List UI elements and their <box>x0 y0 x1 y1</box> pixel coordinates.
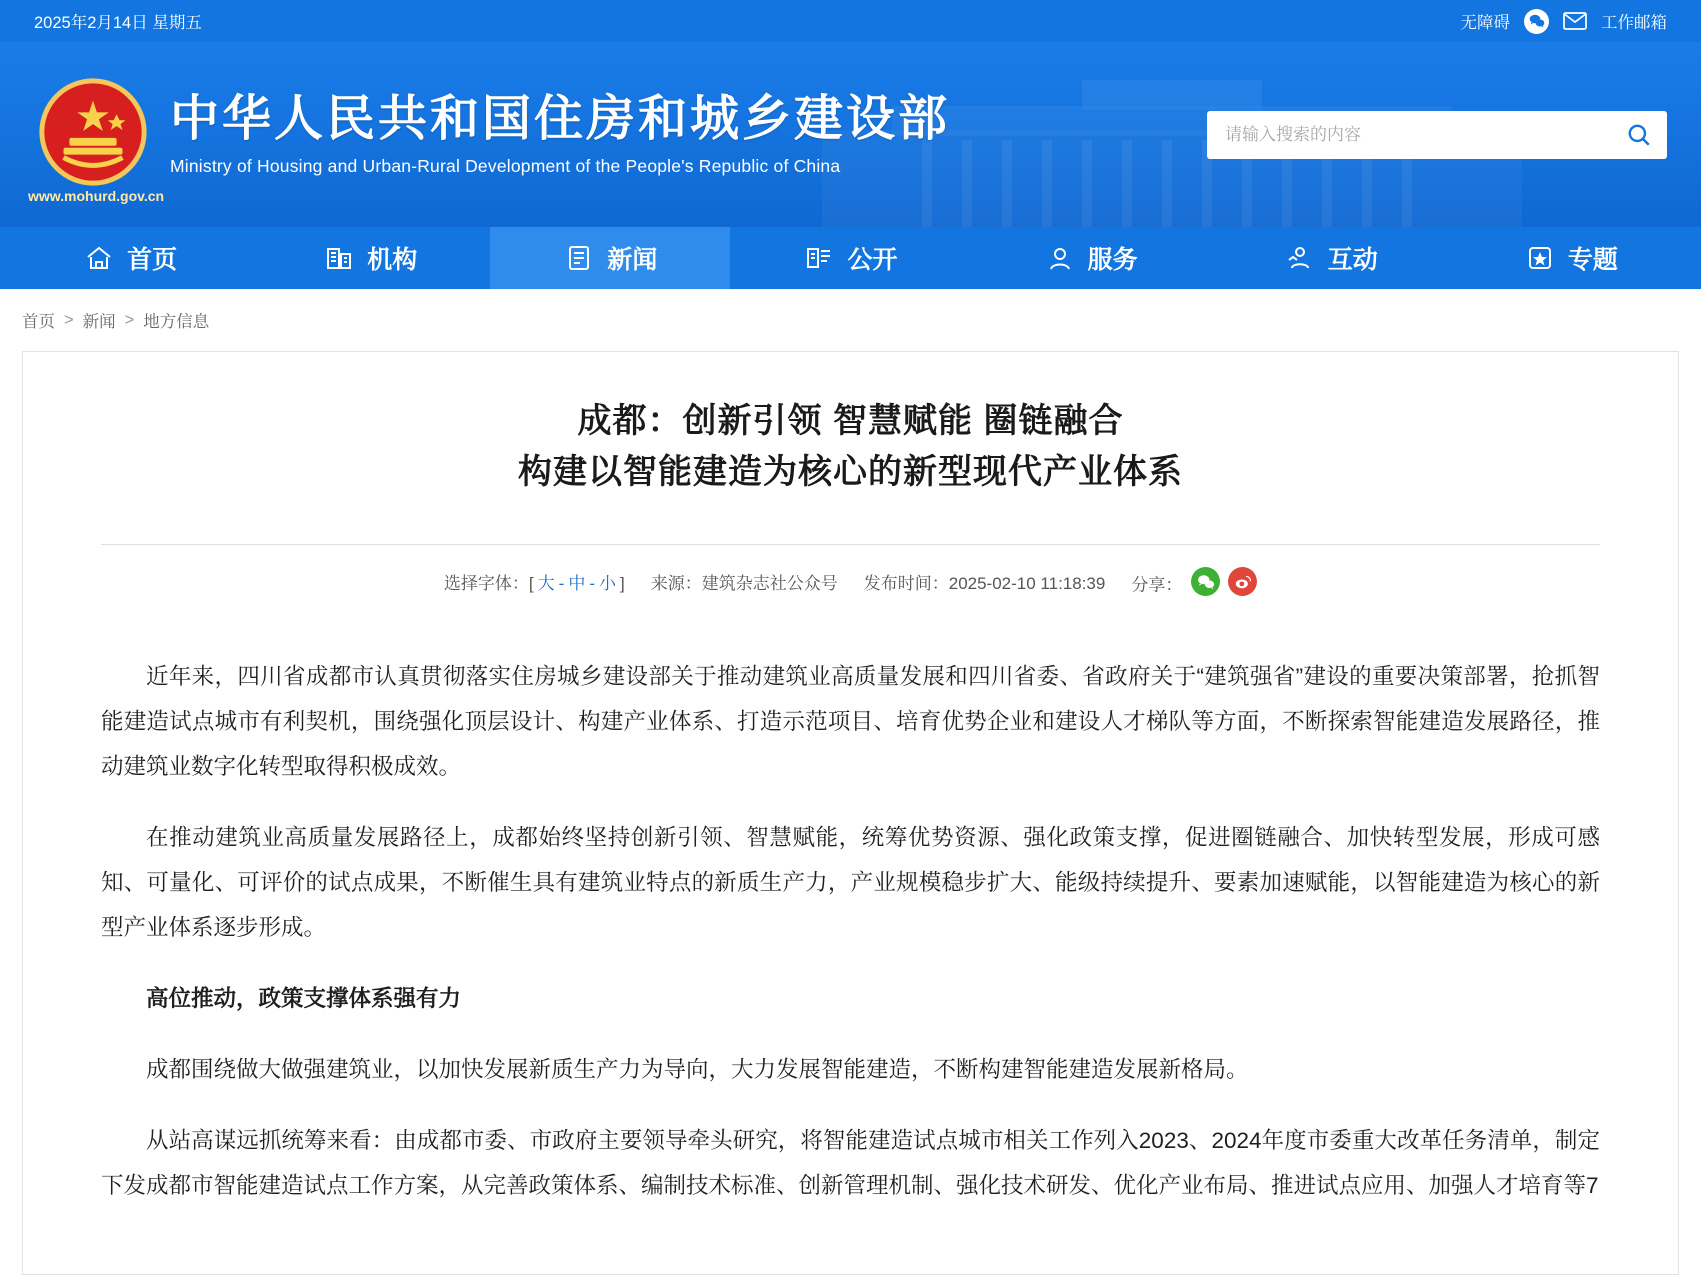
font-size-medium[interactable]: 中 <box>568 574 586 593</box>
weibo-share-icon[interactable] <box>1228 567 1257 596</box>
ministry-name-en: Ministry of Housing and Urban-Rural Development of the People's Republic of China <box>170 155 841 176</box>
article-paragraph: 从站高谋远抓统筹来看：由成都市委、市政府主要领导牵头研究，将智能建造试点城市相关工作列入2023、2024年度市委重大改革任务清单，制定下发成都市智能建造试点工作方案，从完善政策体系、编制技术标准、创新管理机制、强化技术研发、优化产业布局、推进试点应用、加强人才培育等7 <box>101 1128 1600 1198</box>
masthead <box>0 42 1701 227</box>
topbar-links <box>1461 9 1668 34</box>
bracket-close: ] <box>620 574 625 593</box>
nav-item-news[interactable] <box>490 227 730 289</box>
share-area <box>1131 567 1257 596</box>
nav-item-disclosure[interactable] <box>730 227 970 289</box>
accessibility-link[interactable]: 无障碍 <box>1460 14 1510 32</box>
article-title-line1: 成都：创新引领 智慧赋能 圈链融合 <box>577 402 1124 440</box>
nav-item-topics[interactable] <box>1451 227 1691 289</box>
publish-value: 2025-02-10 11:18:39 <box>948 574 1106 593</box>
article-paragraph: 近年来，四川省成都市认真贯彻落实住房城乡建设部关于推动建筑业高质量发展和四川省委、省政府关于“建筑强省”建设的重要决策部署，抢抓智能建造试点城市有利契机，围绕强化顶层设计、构建产业体系、打造示范项目、培育优势企业和建设人才梯队等方面，不断探索智能建造发展路径，推动建筑业数字化转型取得积极成效。 <box>101 664 1600 779</box>
article-meta <box>101 544 1600 596</box>
breadcrumb-item-local-info[interactable]: 地方信息 <box>143 313 210 331</box>
article-paragraph: 在推动建筑业高质量发展路径上，成都始终坚持创新引领、智慧赋能，统筹优势资源、强化政策支撑，促进圈链融合、加快转型发展，形成可感知、可量化、可评价的试点成果，不断催生具有建筑业特点的新质生产力，产业规模稳步扩大、能级持续提升、要素加速赋能，以智能建造为核心的新型产业体系逐步形成。 <box>101 825 1600 940</box>
article-source <box>651 569 838 594</box>
wechat-share-icon[interactable] <box>1191 567 1220 596</box>
news-icon <box>563 242 595 274</box>
source-label: 来源： <box>650 574 702 593</box>
search-icon <box>1626 122 1652 148</box>
nav-label-news: 新闻 <box>607 246 658 274</box>
share-icons <box>1191 567 1257 596</box>
publish-label: 发布时间： <box>863 574 949 593</box>
source-value: 建筑杂志社公众号 <box>701 574 838 593</box>
nav-label-disclosure: 公开 <box>847 246 898 274</box>
interaction-icon <box>1284 242 1316 274</box>
share-label: 分享： <box>1131 575 1183 595</box>
nav-item-organization[interactable] <box>250 227 490 289</box>
site-title-block <box>170 92 950 177</box>
breadcrumb-separator: > <box>64 310 74 329</box>
breadcrumb-item-home[interactable]: 首页 <box>22 313 55 331</box>
current-date: 2025年2月14日 星期五 <box>34 14 202 32</box>
article-paragraph: 成都围绕做大做强建筑业，以加快发展新质生产力为导向，大力发展智能建造，不断构建智能建造发展新格局。 <box>146 1057 1249 1082</box>
nav-label-organization: 机构 <box>367 246 418 274</box>
home-icon <box>83 242 115 274</box>
article-body <box>101 654 1600 1208</box>
article-subheading: 高位推动，政策支撑体系强有力 <box>146 986 462 1011</box>
building-icon <box>323 242 355 274</box>
article-title-line2: 构建以智能建造为核心的新型现代产业体系 <box>518 453 1183 491</box>
breadcrumb-separator: > <box>124 310 135 329</box>
article-publish-time <box>864 569 1106 594</box>
search-area <box>1207 111 1667 159</box>
work-mail-link[interactable]: 工作邮箱 <box>1601 14 1667 32</box>
star-box-icon <box>1524 242 1556 274</box>
ministry-name-cn: 中华人民共和国住房和城乡建设部 <box>170 91 951 147</box>
font-size-label: 选择字体： <box>443 574 529 593</box>
font-size-selector: 选择字体：[ 大 - 中 - 小 ] <box>443 574 625 593</box>
search-button[interactable] <box>1619 115 1659 155</box>
nav-label-home: 首页 <box>127 246 178 274</box>
nav-item-service[interactable] <box>971 227 1211 289</box>
font-size-small[interactable]: 小 <box>599 574 616 593</box>
nav-label-topics: 专题 <box>1567 246 1618 274</box>
nav-label-interaction: 互动 <box>1327 246 1378 274</box>
breadcrumb-item-news[interactable]: 新闻 <box>82 313 116 331</box>
mail-icon[interactable] <box>1563 12 1587 30</box>
service-person-icon <box>1044 242 1076 274</box>
search-box[interactable] <box>1207 111 1667 159</box>
font-size-large[interactable]: 大 <box>537 574 555 593</box>
site-url: www.mohurd.gov.cn <box>28 188 165 204</box>
national-emblem-icon <box>34 73 152 191</box>
article-card <box>22 351 1679 1275</box>
nav-item-home[interactable] <box>10 227 250 289</box>
search-input[interactable] <box>1223 124 1619 146</box>
breadcrumb <box>0 289 1701 351</box>
wechat-icon[interactable] <box>1524 9 1549 34</box>
main-navigation <box>0 227 1701 289</box>
bracket-open: [ <box>528 574 534 593</box>
top-utility-bar <box>0 0 1701 42</box>
open-document-icon <box>803 242 835 274</box>
nav-label-service: 服务 <box>1087 246 1138 274</box>
page-title <box>101 396 1600 498</box>
nav-item-interaction[interactable] <box>1211 227 1451 289</box>
